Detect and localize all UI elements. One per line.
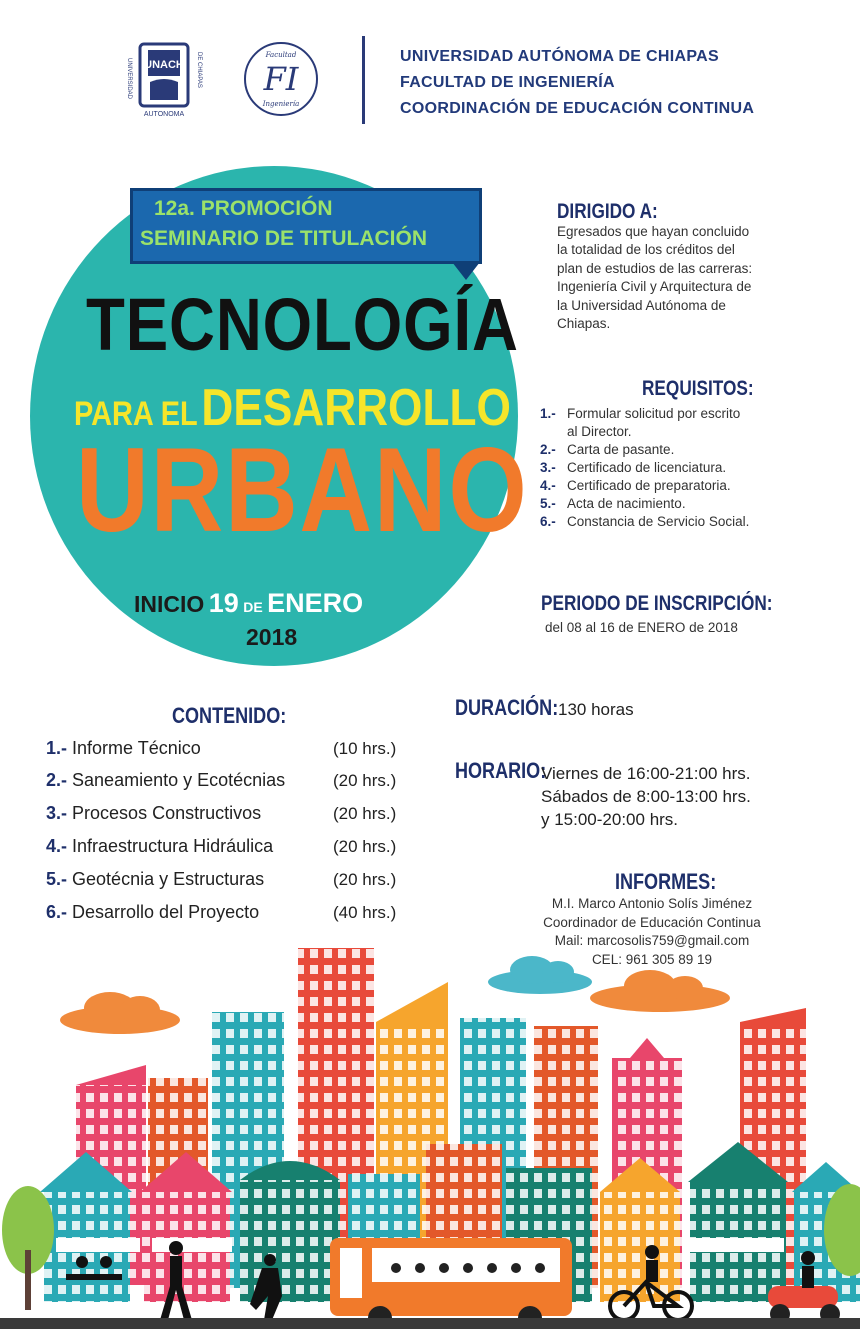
cont-hours: (10 hrs.) [333,739,397,758]
promo-line: 12a. PROMOCIÓN [154,197,333,220]
cont-name: Infraestructura Hidráulica [72,836,274,856]
cont-hours: (20 hrs.) [333,870,397,889]
req-text: Certificado de preparatoria. [567,478,731,493]
cont-hours: (20 hrs.) [333,804,397,823]
dirigido-line: Chiapas. [557,316,611,332]
bus-icon [330,1238,572,1329]
horario-label: HORARIO: [455,758,547,783]
start-date [134,588,363,619]
requisitos-heading: REQUISITOS: [642,377,754,400]
table-row [46,770,285,791]
req-text: Certificado de licenciatura. [567,460,727,475]
svg-text:FI: FI [263,60,299,98]
horario-line: y 15:00-20:00 hrs. [541,810,679,829]
informes-line: CEL: 961 305 89 19 [591,951,713,967]
svg-text:AUTONOMA: AUTONOMA [143,111,185,118]
start-year: 2018 [246,624,298,650]
req-num: 5.- [540,496,556,511]
fi-logo [240,40,322,118]
svg-text:UNACH: UNACH [144,59,184,71]
req-text: al Director. [567,424,632,439]
dirigido-text [557,223,752,333]
title-tecnologia: TECNOLOGÍA [86,283,519,366]
requisitos-list [540,405,749,531]
horario-lines [541,762,751,831]
inscripcion-text: del 08 al 16 de ENERO de 2018 [545,620,738,635]
duracion-value: 130 horas [558,700,634,719]
inscripcion-heading: PERIODO DE INSCRIPCIÓN: [541,592,773,615]
cont-num: 2.- [46,770,68,790]
title-para-el: PARA EL [74,395,198,433]
banner-tail [452,262,480,280]
list-item [540,459,749,477]
table-row [46,869,264,890]
cont-hours: (40 hrs.) [333,903,397,922]
header-line-university: UNIVERSIDAD AUTÓNOMA DE CHIAPAS [400,48,719,65]
horario-line: Sábados de 8:00-13:00 hrs. [541,787,751,806]
list-item [540,423,749,441]
city-skyline-illustration [0,930,860,1329]
cont-name: Informe Técnico [72,738,201,758]
table-row [46,738,201,759]
cont-hours: (20 hrs.) [333,771,397,790]
req-text: Carta de pasante. [567,442,675,457]
cont-name: Desarrollo del Proyecto [72,902,260,922]
svg-text:DE CHIAPAS: DE CHIAPAS [196,52,202,88]
contenido-heading: CONTENIDO: [172,703,287,728]
start-word: INICIO [134,591,205,617]
start-day: 19 [208,588,239,618]
dirigido-line: Egresados que hayan concluido [557,224,750,239]
start-de: DE [243,599,263,615]
informes-line: M.I. Marco Antonio Solís Jiménez [551,896,753,911]
cont-num: 3.- [46,803,68,823]
informes-line: Mail: marcosolis759@gmail.com [554,933,750,948]
start-month: ENERO [267,588,364,618]
req-text: Constancia de Servicio Social. [567,514,750,529]
cont-hours: (20 hrs.) [333,837,397,856]
title-urbano: URBANO [76,423,529,557]
header-line-faculty: FACULTAD DE INGENIERÍA [400,74,615,91]
cont-name: Procesos Constructivos [72,803,262,823]
title-desarrollo: DESARROLLO [201,379,511,437]
dirigido-line: la totalidad de los créditos del [557,242,735,258]
cont-name: Saneamiento y Ecotécnias [72,770,286,790]
req-text: Formular solicitud por escrito [567,406,741,421]
list-item [540,495,749,513]
cont-num: 4.- [46,836,68,856]
header-divider [362,36,365,124]
svg-text:Facultad: Facultad [265,51,297,59]
cont-name: Geotécnia y Estructuras [72,869,265,889]
list-item [540,441,749,459]
list-item [540,405,749,423]
cont-num: 1.- [46,738,68,758]
req-num: 4.- [540,478,556,493]
horario-line: Viernes de 16:00-21:00 hrs. [541,764,751,783]
dirigido-heading: DIRIGIDO A: [557,200,658,223]
req-num [540,423,567,441]
cont-num: 5.- [46,869,68,889]
table-row [46,803,261,824]
table-row [46,902,259,923]
req-num: 3.- [540,460,556,475]
unach-logo [120,38,208,120]
req-num: 6.- [540,514,556,529]
dirigido-line: plan de estudios de las carreras: [557,260,753,276]
svg-text:UNIVERSIDAD: UNIVERSIDAD [126,58,132,100]
header-line-coordination: COORDINACIÓN DE EDUCACIÓN CONTINUA [400,100,755,117]
cont-num: 6.- [46,902,68,922]
dirigido-line: la Universidad Autónoma de [557,297,726,313]
list-item [540,477,749,495]
svg-text:Ingeniería: Ingeniería [262,100,300,108]
seminar-line: SEMINARIO DE TITULACIÓN [140,227,427,250]
duracion-label: DURACIÓN: [455,695,559,720]
informes-heading: INFORMES: [615,869,717,894]
informes-line: Coordinador de Educación Continua [543,914,761,930]
table-row [46,836,273,857]
list-item [540,513,749,531]
dirigido-line: Ingeniería Civil y Arquitectura de [557,279,752,295]
promo-banner-text [140,194,480,254]
req-num: 2.- [540,442,556,457]
header-institution [400,44,754,122]
req-text: Acta de nacimiento. [567,496,686,511]
req-num: 1.- [540,406,556,421]
